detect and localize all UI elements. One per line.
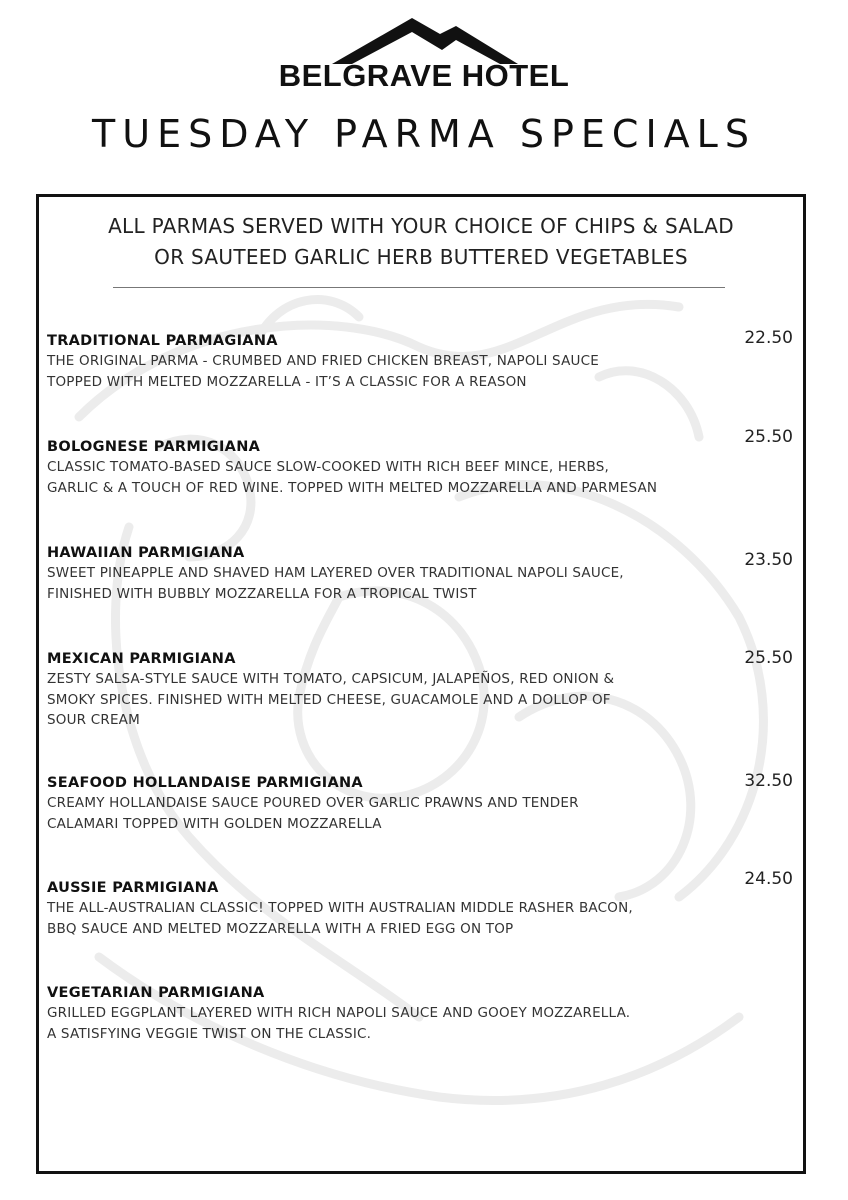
item-price: 25.50 xyxy=(744,427,793,447)
item-name: AUSSIE PARMIGIANA xyxy=(47,880,219,896)
item-description-line: CALAMARI TOPPED WITH GOLDEN MOZZARELLA xyxy=(47,815,382,832)
menu-item xyxy=(47,649,737,731)
item-description-line: GARLIC & A TOUCH OF RED WINE. TOPPED WITH MELTED MOZZARELLA AND PARMESAN xyxy=(47,479,658,496)
item-price: 24.50 xyxy=(744,869,793,889)
menu-item xyxy=(47,331,737,392)
item-description-line: A SATISFYING VEGGIE TWIST ON THE CLASSIC. xyxy=(47,1025,372,1042)
item-name: VEGETARIAN PARMIGIANA xyxy=(47,985,265,1001)
item-name: BOLOGNESE PARMIGIANA xyxy=(47,439,261,455)
menu-item xyxy=(47,773,737,834)
item-description-line: THE ORIGINAL PARMA - CRUMBED AND FRIED CHICKEN BREAST, NAPOLI SAUCE xyxy=(47,353,599,369)
item-description-line: SOUR CREAM xyxy=(47,712,140,728)
item-price: 25.50 xyxy=(744,648,793,668)
divider xyxy=(113,287,725,288)
item-description-line: THE ALL-AUSTRALIAN CLASSIC! TOPPED WITH AUSTRALIAN MIDDLE RASHER BACON, xyxy=(47,900,633,916)
item-description-line: FINISHED WITH BUBBLY MOZZARELLA FOR A TROPICAL TWIST xyxy=(47,585,477,602)
item-description-line: SMOKY SPICES. FINISHED WITH MELTED CHEESE, GUACAMOLE AND A DOLLOP OF xyxy=(47,691,611,708)
item-description-line: TOPPED WITH MELTED MOZZARELLA - IT’S A CLASSIC FOR A REASON xyxy=(47,373,527,390)
item-description-line: ZESTY SALSA-STYLE SAUCE WITH TOMATO, CAPSICUM, JALAPEÑOS, RED ONION & xyxy=(47,671,615,687)
intro-line-2: OR SAUTEED GARLIC HERB BUTTERED VEGETABLES xyxy=(154,245,688,269)
item-description-line: BBQ SAUCE AND MELTED MOZZARELLA WITH A FRIED EGG ON TOP xyxy=(47,920,514,937)
item-price: 23.50 xyxy=(744,550,793,570)
menu-panel xyxy=(36,194,806,1174)
menu-item xyxy=(47,437,737,498)
menu-item xyxy=(47,543,737,604)
item-name: MEXICAN PARMIGIANA xyxy=(47,651,236,667)
item-description-line: GRILLED EGGPLANT LAYERED WITH RICH NAPOLI SAUCE AND GOOEY MOZZARELLA. xyxy=(47,1005,631,1021)
hotel-name: BELGRAVE HOTEL xyxy=(278,58,570,93)
item-description-line: CLASSIC TOMATO-BASED SAUCE SLOW-COOKED WITH RICH BEEF MINCE, HERBS, xyxy=(47,459,610,475)
item-name: SEAFOOD HOLLANDAISE PARMIGIANA xyxy=(47,775,363,791)
item-price: 22.50 xyxy=(744,328,793,348)
menu-item xyxy=(47,878,737,939)
item-price: 32.50 xyxy=(744,771,793,791)
item-description-line: SWEET PINEAPPLE AND SHAVED HAM LAYERED OVER TRADITIONAL NAPOLI SAUCE, xyxy=(47,565,624,581)
page-title: TUESDAY PARMA SPECIALS xyxy=(92,112,756,156)
intro-line-1: ALL PARMAS SERVED WITH YOUR CHOICE OF CHIPS & SALAD xyxy=(108,214,734,238)
intro-text xyxy=(39,211,803,273)
menu-item xyxy=(47,983,737,1044)
item-name: HAWAIIAN PARMIGIANA xyxy=(47,545,245,561)
item-name: TRADITIONAL PARMAGIANA xyxy=(47,333,278,349)
item-description-line: CREAMY HOLLANDAISE SAUCE POURED OVER GARLIC PRAWNS AND TENDER xyxy=(47,795,579,811)
